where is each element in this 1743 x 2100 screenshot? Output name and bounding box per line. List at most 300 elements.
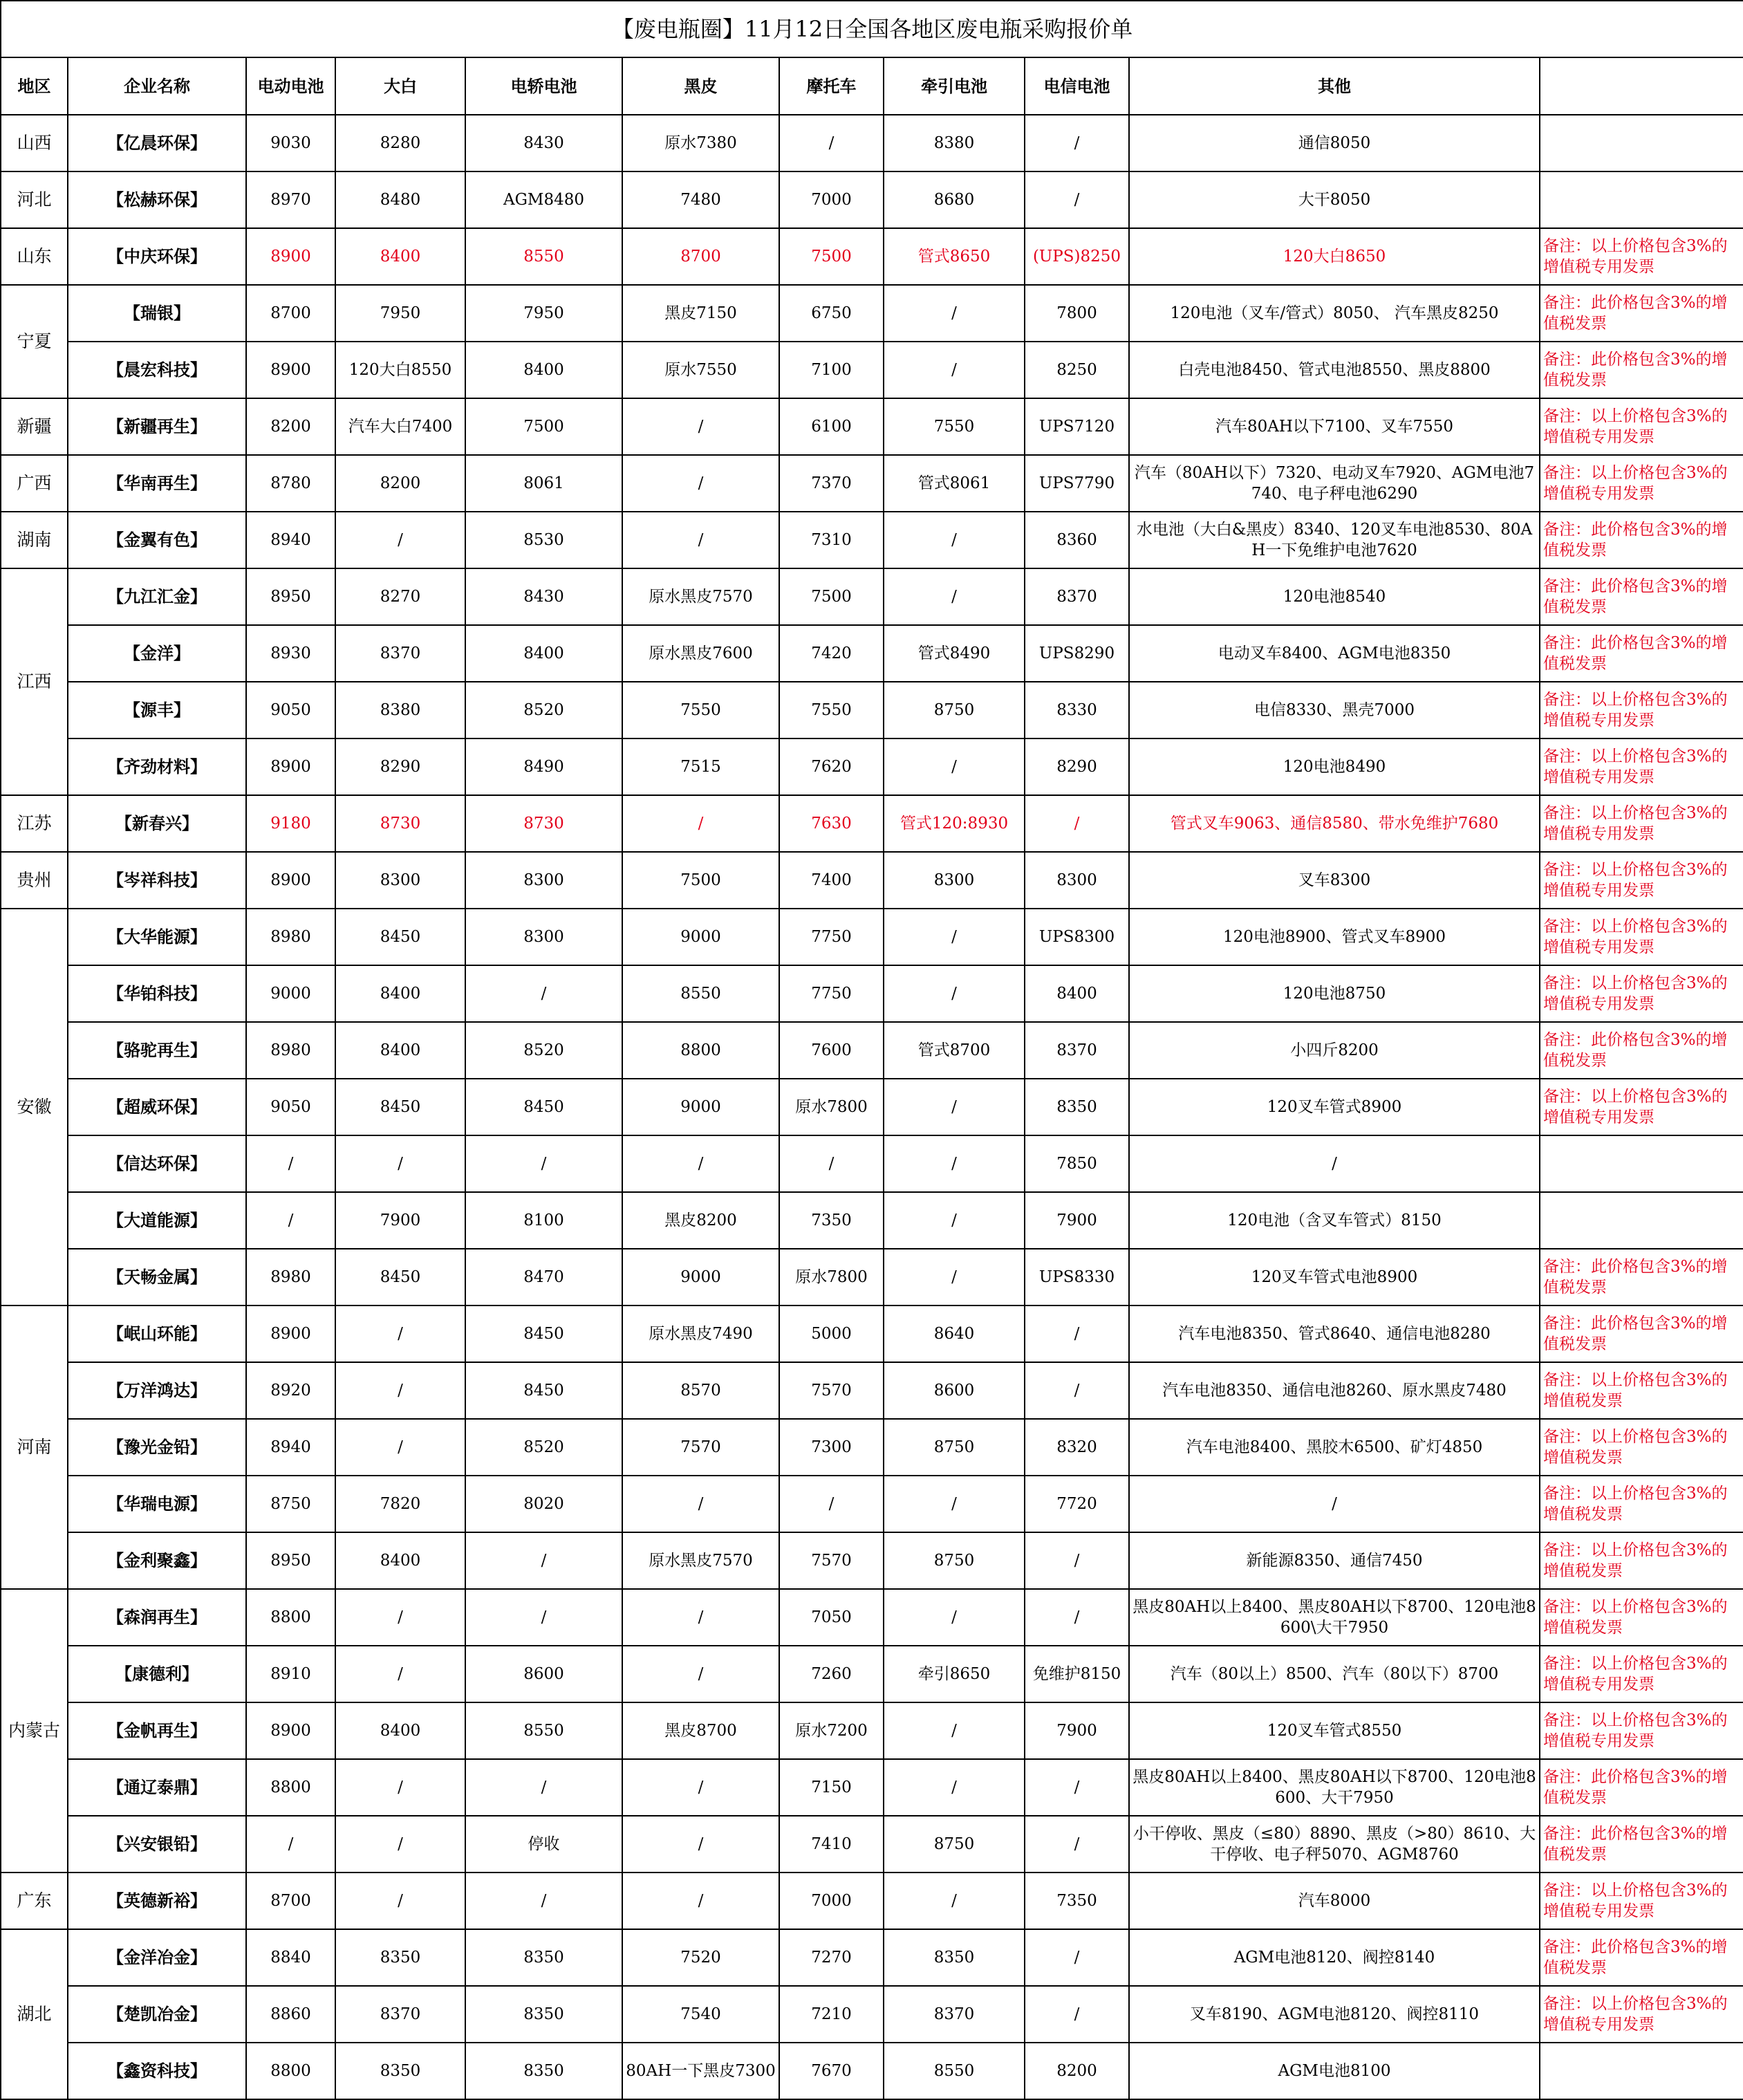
table-row	[1, 171, 1743, 228]
company-cell: 【华铂科技】	[68, 965, 246, 1022]
region-cell: 贵州	[1, 852, 68, 909]
price-cell: 8370	[884, 1986, 1025, 2043]
company-cell: 【金洋冶金】	[68, 1929, 246, 1986]
other-cell: 通信8050	[1129, 115, 1540, 171]
region-cell: 湖南	[1, 512, 68, 568]
price-cell: 7820	[335, 1476, 465, 1532]
other-cell: 120叉车管式8550	[1129, 1702, 1540, 1759]
price-cell: /	[622, 455, 779, 512]
price-cell: /	[465, 1532, 622, 1589]
note-cell: 备注：此价格包含3%的增值税发票	[1540, 512, 1743, 568]
price-cell: /	[465, 1759, 622, 1816]
other-cell: 汽车（80以上）8500、汽车（80以下）8700	[1129, 1646, 1540, 1702]
table-row	[1, 2043, 1743, 2099]
price-cell: 8550	[884, 2043, 1025, 2099]
price-cell: UPS8330	[1025, 1249, 1129, 1305]
price-cell: 原水7200	[779, 1702, 884, 1759]
other-cell: 大干8050	[1129, 171, 1540, 228]
company-cell: 【九江汇金】	[68, 568, 246, 625]
price-cell: /	[884, 512, 1025, 568]
price-cell: 120大白8550	[335, 342, 465, 398]
price-cell: 8920	[246, 1362, 335, 1419]
price-cell: /	[884, 909, 1025, 965]
price-cell: 8860	[246, 1986, 335, 2043]
table-row	[1, 1646, 1743, 1702]
price-cell: 黑皮8700	[622, 1702, 779, 1759]
other-cell: 管式叉车9063、通信8580、带水免维护7680	[1129, 795, 1540, 852]
note-cell: 备注：此价格包含3%的增值税发票	[1540, 568, 1743, 625]
table-row	[1, 738, 1743, 795]
price-cell: 8840	[246, 1929, 335, 1986]
price-cell: 8530	[465, 512, 622, 568]
other-cell: 黑皮80AH以上8400、黑皮80AH以下8700、120电池8600\大干7950	[1129, 1589, 1540, 1646]
header-company: 企业名称	[68, 57, 246, 115]
note-cell	[1540, 1135, 1743, 1192]
region-cell: 广西	[1, 455, 68, 512]
price-cell: 7400	[779, 852, 884, 909]
price-cell: /	[622, 1759, 779, 1816]
header-region: 地区	[1, 57, 68, 115]
price-cell: AGM8480	[465, 171, 622, 228]
price-cell: 原水7800	[779, 1079, 884, 1135]
price-cell: 9030	[246, 115, 335, 171]
price-cell: 7550	[622, 682, 779, 738]
company-cell: 【金利聚鑫】	[68, 1532, 246, 1589]
company-cell: 【大道能源】	[68, 1192, 246, 1249]
price-cell: /	[779, 115, 884, 171]
price-cell: /	[465, 1589, 622, 1646]
header-other: 其他	[1129, 57, 1540, 115]
price-cell: 8350	[884, 1929, 1025, 1986]
price-cell: 8450	[465, 1362, 622, 1419]
price-cell: 8930	[246, 625, 335, 682]
region-cell: 新疆	[1, 398, 68, 455]
price-cell: 7500	[779, 228, 884, 285]
note-cell: 备注：此价格包含3%的增值税发票	[1540, 1816, 1743, 1873]
table-row	[1, 1305, 1743, 1362]
price-cell: 7150	[779, 1759, 884, 1816]
region-cell: 安徽	[1, 909, 68, 1305]
price-cell: /	[1025, 1816, 1129, 1873]
price-cell: 7500	[465, 398, 622, 455]
price-cell: 7100	[779, 342, 884, 398]
note-cell: 备注：此价格包含3%的增值税发票	[1540, 1249, 1743, 1305]
price-cell: 8400	[335, 1702, 465, 1759]
other-cell: AGM电池8100	[1129, 2043, 1540, 2099]
table-row	[1, 625, 1743, 682]
price-cell: 7720	[1025, 1476, 1129, 1532]
company-cell: 【晨宏科技】	[68, 342, 246, 398]
price-cell: /	[1025, 1305, 1129, 1362]
region-cell: 山西	[1, 115, 68, 171]
price-cell: 8300	[884, 852, 1025, 909]
price-cell: 8300	[465, 909, 622, 965]
price-cell: 8750	[884, 682, 1025, 738]
price-cell: 6750	[779, 285, 884, 342]
price-cell: 牵引8650	[884, 1646, 1025, 1702]
price-cell: 管式120:8930	[884, 795, 1025, 852]
note-cell: 备注：以上价格包含3%的增值税专用发票	[1540, 1079, 1743, 1135]
company-cell: 【康德利】	[68, 1646, 246, 1702]
price-cell: /	[1025, 795, 1129, 852]
table-row	[1, 965, 1743, 1022]
region-cell: 宁夏	[1, 285, 68, 398]
table-row	[1, 1419, 1743, 1476]
price-cell: 8940	[246, 512, 335, 568]
price-cell: 8750	[884, 1532, 1025, 1589]
price-cell: 7850	[1025, 1135, 1129, 1192]
price-cell: 8350	[335, 2043, 465, 2099]
note-cell: 备注：此价格包含3%的增值税发票	[1540, 342, 1743, 398]
price-cell: /	[1025, 1589, 1129, 1646]
company-cell: 【英德新裕】	[68, 1873, 246, 1929]
price-cell: /	[884, 1759, 1025, 1816]
price-cell: /	[1025, 1986, 1129, 2043]
price-cell: 8780	[246, 455, 335, 512]
price-cell: 7310	[779, 512, 884, 568]
price-cell: 8950	[246, 568, 335, 625]
note-cell: 备注：以上价格包含3%的增值税专用发票	[1540, 1702, 1743, 1759]
price-cell: 8400	[465, 342, 622, 398]
price-cell: 7270	[779, 1929, 884, 1986]
table-row	[1, 1249, 1743, 1305]
price-cell: 黑皮8200	[622, 1192, 779, 1249]
price-cell: 8950	[246, 1532, 335, 1589]
table-row	[1, 1986, 1743, 2043]
price-cell: /	[1025, 115, 1129, 171]
table-row	[1, 1362, 1743, 1419]
header-traction-battery: 牵引电池	[884, 57, 1025, 115]
price-cell: 7620	[779, 738, 884, 795]
company-cell: 【源丰】	[68, 682, 246, 738]
company-cell: 【华南再生】	[68, 455, 246, 512]
price-cell: /	[779, 1476, 884, 1532]
price-cell: 8450	[465, 1305, 622, 1362]
price-cell: UPS8300	[1025, 909, 1129, 965]
region-cell: 河南	[1, 1305, 68, 1589]
note-cell: 备注：以上价格包含3%的增值税专用发票	[1540, 1873, 1743, 1929]
price-cell: 8450	[465, 1079, 622, 1135]
table-row	[1, 1589, 1743, 1646]
other-cell: 汽车80AH以下7100、叉车7550	[1129, 398, 1540, 455]
table-row	[1, 398, 1743, 455]
company-cell: 【岷山环能】	[68, 1305, 246, 1362]
price-cell: 管式8490	[884, 625, 1025, 682]
price-cell: 8750	[884, 1816, 1025, 1873]
other-cell: /	[1129, 1135, 1540, 1192]
note-cell: 备注：以上价格包含3%的增值税发票	[1540, 1532, 1743, 1589]
price-cell: /	[335, 1759, 465, 1816]
company-cell: 【新春兴】	[68, 795, 246, 852]
company-cell: 【信达环保】	[68, 1135, 246, 1192]
price-cell: 7750	[779, 909, 884, 965]
price-cell: 8020	[465, 1476, 622, 1532]
company-cell: 【大华能源】	[68, 909, 246, 965]
price-cell: /	[1025, 1759, 1129, 1816]
price-cell: /	[1025, 1929, 1129, 1986]
price-cell: 8600	[465, 1646, 622, 1702]
price-cell: 8400	[335, 1532, 465, 1589]
price-cell: 9180	[246, 795, 335, 852]
price-cell: /	[622, 1476, 779, 1532]
note-cell: 备注：以上价格包含3%的增值税专用发票	[1540, 455, 1743, 512]
price-cell: 8550	[465, 228, 622, 285]
price-cell: 8480	[335, 171, 465, 228]
price-cell: /	[884, 1192, 1025, 1249]
price-cell: /	[335, 1362, 465, 1419]
company-cell: 【万洋鸿达】	[68, 1362, 246, 1419]
price-cell: 8250	[1025, 342, 1129, 398]
other-cell: 新能源8350、通信7450	[1129, 1532, 1540, 1589]
price-cell: 8730	[465, 795, 622, 852]
price-cell: 原水7550	[622, 342, 779, 398]
header-telecom-battery: 电信电池	[1025, 57, 1129, 115]
title-row	[1, 1, 1743, 57]
price-cell: 8980	[246, 1022, 335, 1079]
price-cell: 8450	[335, 1249, 465, 1305]
price-cell: 8380	[884, 115, 1025, 171]
price-cell: 8900	[246, 1702, 335, 1759]
note-cell: 备注：以上价格包含3%的增值税专用发票	[1540, 1646, 1743, 1702]
other-cell: 电信8330、黑壳7000	[1129, 682, 1540, 738]
price-cell: /	[246, 1135, 335, 1192]
table-row	[1, 228, 1743, 285]
price-cell: 8370	[335, 625, 465, 682]
price-cell: 8700	[246, 1873, 335, 1929]
price-cell: 7000	[779, 1873, 884, 1929]
other-cell: 小四斤8200	[1129, 1022, 1540, 1079]
table-row	[1, 1816, 1743, 1873]
price-cell: /	[465, 965, 622, 1022]
price-cell: 7630	[779, 795, 884, 852]
price-cell: /	[246, 1816, 335, 1873]
price-cell: 8900	[246, 738, 335, 795]
price-cell: 80AH一下黑皮7300	[622, 2043, 779, 2099]
note-cell: 备注：以上价格包含3%的增值税发票	[1540, 1362, 1743, 1419]
price-cell: 原水7380	[622, 115, 779, 171]
price-cell: 8730	[335, 795, 465, 852]
price-cell: 8290	[1025, 738, 1129, 795]
price-cell: 7900	[335, 1192, 465, 1249]
price-cell: 管式8061	[884, 455, 1025, 512]
price-cell: 8520	[465, 1022, 622, 1079]
price-cell: 7520	[622, 1929, 779, 1986]
table-row	[1, 455, 1743, 512]
other-cell: 120电池8900、管式叉车8900	[1129, 909, 1540, 965]
other-cell: 电动叉车8400、AGM电池8350	[1129, 625, 1540, 682]
price-cell: /	[884, 1873, 1025, 1929]
price-cell: /	[246, 1192, 335, 1249]
price-cell: 8270	[335, 568, 465, 625]
table-row	[1, 795, 1743, 852]
price-cell: 8320	[1025, 1419, 1129, 1476]
company-cell: 【岑祥科技】	[68, 852, 246, 909]
price-cell: 8700	[622, 228, 779, 285]
price-cell: 8350	[465, 1929, 622, 1986]
price-cell: 8570	[622, 1362, 779, 1419]
price-cell: 7350	[1025, 1873, 1129, 1929]
price-cell: 5000	[779, 1305, 884, 1362]
table-body	[1, 115, 1743, 2099]
price-cell: 8300	[465, 852, 622, 909]
price-cell: 8520	[465, 1419, 622, 1476]
price-cell: 7410	[779, 1816, 884, 1873]
table-row	[1, 1873, 1743, 1929]
price-cell: 7950	[465, 285, 622, 342]
other-cell: 汽车电池8350、管式8640、通信电池8280	[1129, 1305, 1540, 1362]
price-cell: 9050	[246, 1079, 335, 1135]
header-note	[1540, 57, 1743, 115]
price-cell: 7500	[622, 852, 779, 909]
price-cell: 8900	[246, 228, 335, 285]
price-cell: /	[622, 512, 779, 568]
note-cell	[1540, 171, 1743, 228]
price-cell: /	[622, 1135, 779, 1192]
other-cell: /	[1129, 1476, 1540, 1532]
table-row	[1, 852, 1743, 909]
table-row	[1, 1135, 1743, 1192]
other-cell: 120叉车管式电池8900	[1129, 1249, 1540, 1305]
other-cell: 叉车8190、AGM电池8120、阀控8110	[1129, 1986, 1540, 2043]
company-cell: 【超威环保】	[68, 1079, 246, 1135]
price-cell: 8360	[1025, 512, 1129, 568]
company-cell: 【鑫资科技】	[68, 2043, 246, 2099]
note-cell	[1540, 115, 1743, 171]
price-cell: 8980	[246, 1249, 335, 1305]
price-cell: 7300	[779, 1419, 884, 1476]
price-cell: 8400	[335, 228, 465, 285]
price-cell: 原水7800	[779, 1249, 884, 1305]
table-row	[1, 1702, 1743, 1759]
price-cell: 8750	[246, 1476, 335, 1532]
other-cell: 120大白8650	[1129, 228, 1540, 285]
price-cell: 8640	[884, 1305, 1025, 1362]
price-cell: 8380	[335, 682, 465, 738]
note-cell: 备注：以上价格包含3%的增值税专用发票	[1540, 965, 1743, 1022]
price-cell: (UPS)8250	[1025, 228, 1129, 285]
price-cell: 7570	[779, 1362, 884, 1419]
price-cell: /	[884, 1079, 1025, 1135]
header-row	[1, 57, 1743, 115]
other-cell: 120电池（含叉车管式）8150	[1129, 1192, 1540, 1249]
price-cell: 8400	[465, 625, 622, 682]
price-cell: 9000	[622, 909, 779, 965]
price-cell: /	[335, 1816, 465, 1873]
price-cell: 7570	[779, 1532, 884, 1589]
price-cell: /	[335, 512, 465, 568]
price-cell: /	[884, 1702, 1025, 1759]
price-cell: 8520	[465, 682, 622, 738]
other-cell: 汽车电池8400、黑胶木6500、矿灯4850	[1129, 1419, 1540, 1476]
other-cell: 汽车电池8350、通信电池8260、原水黑皮7480	[1129, 1362, 1540, 1419]
price-cell: 7950	[335, 285, 465, 342]
price-cell: 8900	[246, 1305, 335, 1362]
price-cell: 8680	[884, 171, 1025, 228]
note-cell: 备注：以上价格包含3%的增值税专用发票	[1540, 398, 1743, 455]
price-cell: 8550	[622, 965, 779, 1022]
company-cell: 【通辽泰鼎】	[68, 1759, 246, 1816]
price-cell: 8350	[465, 1986, 622, 2043]
other-cell: 120电池8750	[1129, 965, 1540, 1022]
company-cell: 【华瑞电源】	[68, 1476, 246, 1532]
region-cell: 河北	[1, 171, 68, 228]
price-cell: UPS7790	[1025, 455, 1129, 512]
table-row	[1, 1929, 1743, 1986]
price-cell: 6100	[779, 398, 884, 455]
price-cell: /	[884, 342, 1025, 398]
price-cell: 8800	[246, 2043, 335, 2099]
company-cell: 【新疆再生】	[68, 398, 246, 455]
price-cell: 8350	[335, 1929, 465, 1986]
price-cell: /	[1025, 1362, 1129, 1419]
price-cell: 8800	[622, 1022, 779, 1079]
price-cell: 8300	[335, 852, 465, 909]
table-row	[1, 682, 1743, 738]
price-cell: 8200	[246, 398, 335, 455]
price-cell: 汽车大白7400	[335, 398, 465, 455]
company-cell: 【兴安银铅】	[68, 1816, 246, 1873]
price-cell: /	[335, 1873, 465, 1929]
table-row	[1, 512, 1743, 568]
table-row	[1, 342, 1743, 398]
price-cell: 8100	[465, 1192, 622, 1249]
company-cell: 【金翼有色】	[68, 512, 246, 568]
price-cell: 8940	[246, 1419, 335, 1476]
price-cell: 8980	[246, 909, 335, 965]
price-cell: 8700	[246, 285, 335, 342]
price-cell: 7260	[779, 1646, 884, 1702]
note-cell	[1540, 2043, 1743, 2099]
price-cell: /	[1025, 171, 1129, 228]
price-cell: 原水黑皮7570	[622, 1532, 779, 1589]
table-row	[1, 115, 1743, 171]
price-cell: 9000	[622, 1079, 779, 1135]
price-cell: 8430	[465, 115, 622, 171]
price-cell: /	[884, 568, 1025, 625]
company-cell: 【金帆再生】	[68, 1702, 246, 1759]
price-cell: /	[335, 1419, 465, 1476]
company-cell: 【齐劲材料】	[68, 738, 246, 795]
note-cell: 备注：此价格包含3%的增值税发票	[1540, 625, 1743, 682]
price-cell: /	[465, 1873, 622, 1929]
price-cell: 7800	[1025, 285, 1129, 342]
price-cell: 8280	[335, 115, 465, 171]
price-cell: 7210	[779, 1986, 884, 2043]
price-cell: /	[335, 1305, 465, 1362]
note-cell: 备注：以上价格包含3%的增值税专用发票	[1540, 909, 1743, 965]
price-cell: 原水黑皮7490	[622, 1305, 779, 1362]
company-cell: 【瑞银】	[68, 285, 246, 342]
price-cell: /	[884, 1249, 1025, 1305]
price-cell: 8370	[1025, 568, 1129, 625]
other-cell: 叉车8300	[1129, 852, 1540, 909]
price-cell: /	[1025, 1532, 1129, 1589]
price-cell: /	[335, 1589, 465, 1646]
price-cell: 8200	[1025, 2043, 1129, 2099]
company-cell: 【骆驼再生】	[68, 1022, 246, 1079]
price-cell: 7500	[779, 568, 884, 625]
price-cell: 7750	[779, 965, 884, 1022]
other-cell: 汽车8000	[1129, 1873, 1540, 1929]
price-cell: /	[335, 1135, 465, 1192]
table-row	[1, 1022, 1743, 1079]
price-cell: 8970	[246, 171, 335, 228]
price-cell: 9000	[246, 965, 335, 1022]
price-cell: /	[622, 1873, 779, 1929]
price-cell: /	[465, 1135, 622, 1192]
price-cell: 8750	[884, 1419, 1025, 1476]
price-cell: 黑皮7150	[622, 285, 779, 342]
